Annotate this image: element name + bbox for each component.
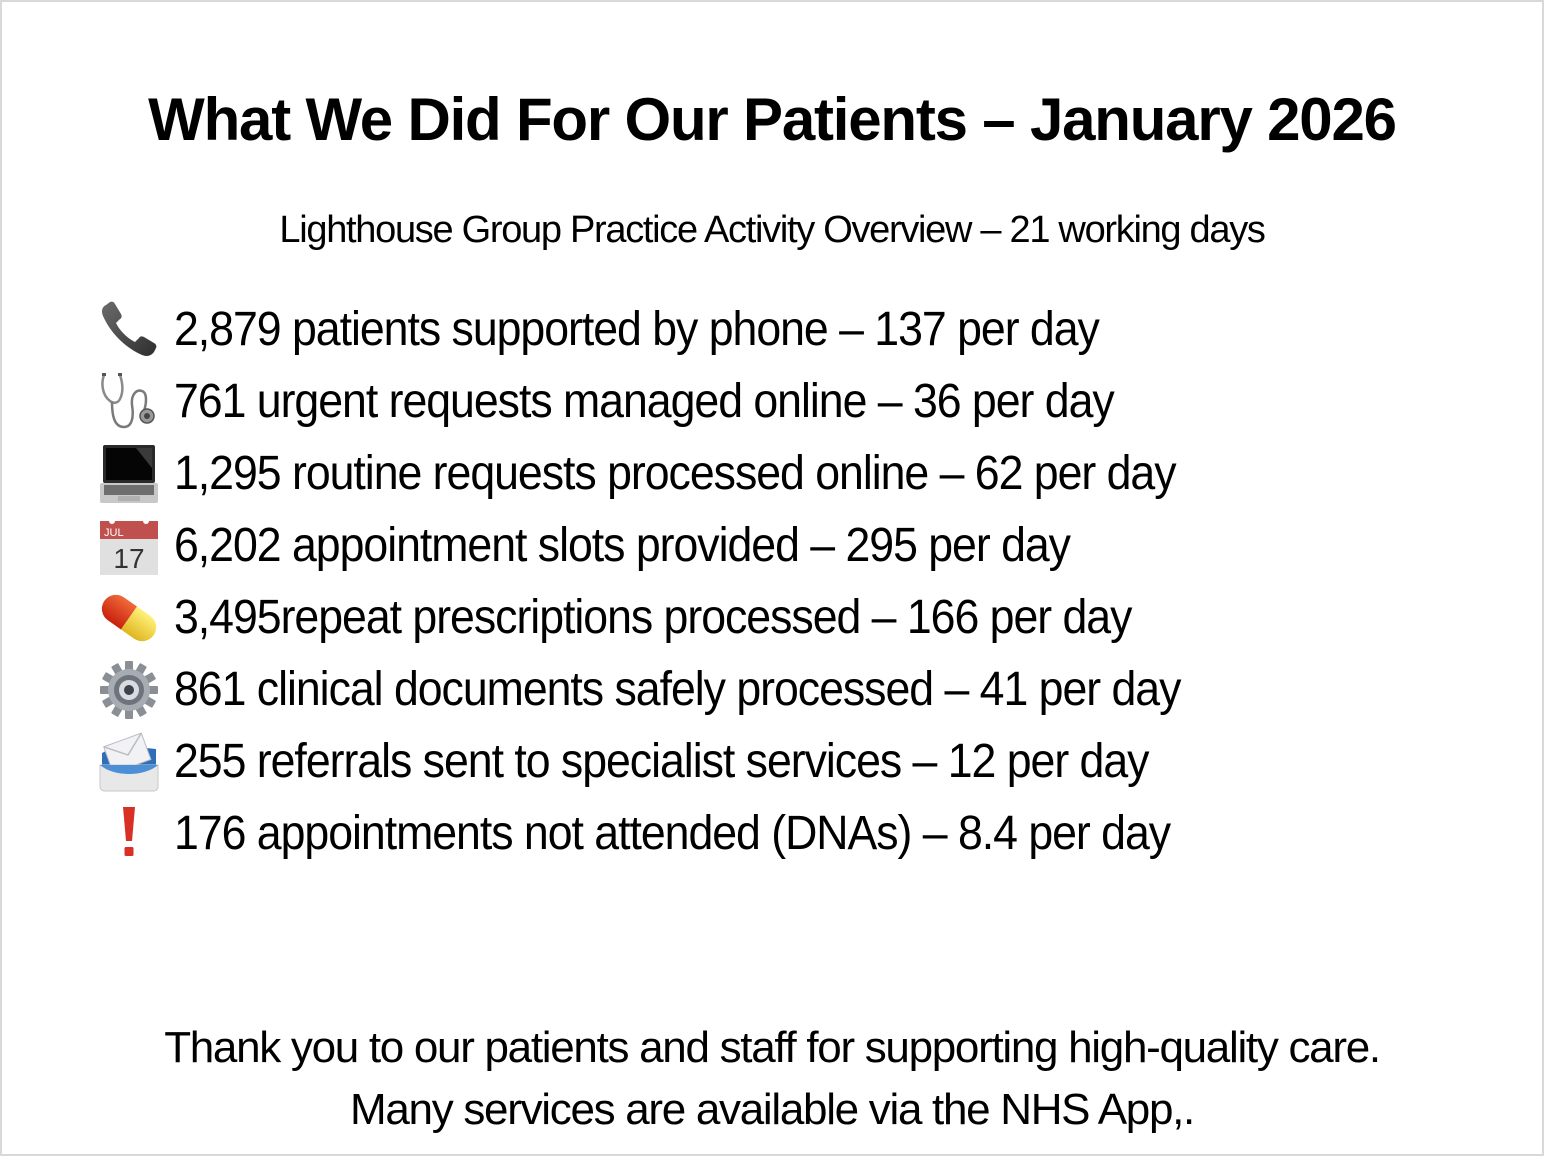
stat-row-appointments: [98, 510, 1518, 582]
stat-row-dnas: [98, 798, 1518, 870]
footer-nhs-app: Many services are available via the NHS App,.: [350, 1085, 1194, 1134]
calendar-icon: [98, 515, 160, 577]
subtitle: Lighthouse Group Practice Activity Overview – 21 working days: [279, 209, 1265, 251]
telephone-receiver-icon: [98, 299, 160, 361]
stat-row-phone: [98, 294, 1518, 366]
stethoscope-icon: [98, 371, 160, 433]
stat-text: 861 clinical documents safely processed – 41 per day: [174, 663, 1181, 716]
stat-row-urgent: [98, 366, 1518, 438]
stat-row-prescriptions: [98, 582, 1518, 654]
stat-text: 3,495repeat prescriptions processed – 166 per day: [174, 591, 1132, 644]
exclamation-mark-icon: [98, 803, 160, 865]
stat-text: 1,295 routine requests processed online – 62 per day: [174, 447, 1176, 500]
stat-text: 761 urgent requests managed online – 36 per day: [174, 375, 1114, 428]
stat-text: 2,879 patients supported by phone – 137 per day: [174, 303, 1099, 356]
footer-thanks: Thank you to our patients and staff for supporting high-quality care.: [164, 1023, 1380, 1072]
gear-icon: [98, 659, 160, 721]
stats-list: [98, 294, 1518, 870]
page-title: What We Did For Our Patients – January 2026: [148, 86, 1396, 153]
stat-text: 6,202 appointment slots provided – 295 per day: [174, 519, 1070, 572]
pill-icon: [98, 587, 160, 649]
stat-text: 255 referrals sent to specialist services – 12 per day: [174, 735, 1149, 788]
calendar-month: JUL: [104, 527, 124, 539]
stat-row-referrals: [98, 726, 1518, 798]
stat-row-routine: [98, 438, 1518, 510]
incoming-envelope-icon: [98, 731, 160, 793]
calendar-day: 17: [113, 543, 145, 574]
laptop-icon: [98, 443, 160, 505]
stat-row-documents: [98, 654, 1518, 726]
stat-text: 176 appointments not attended (DNAs) – 8.4 per day: [174, 807, 1171, 860]
